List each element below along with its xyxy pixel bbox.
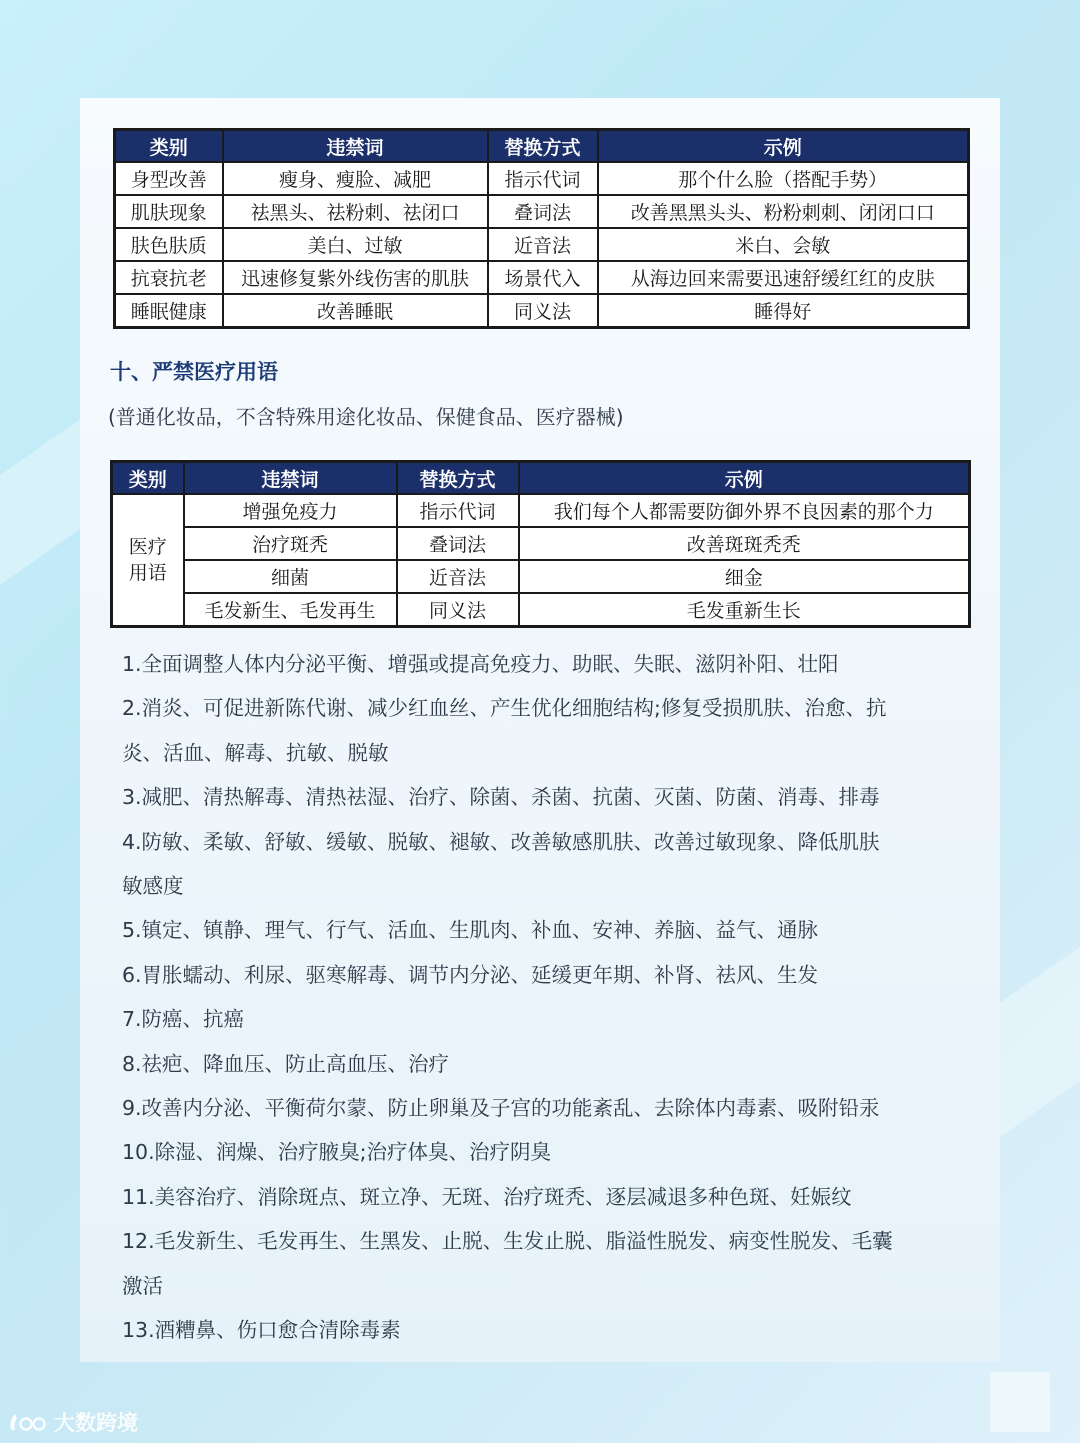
cell-replacement-method: 指示代词 (488, 162, 598, 195)
table-header-row (112, 462, 970, 495)
cell-banned-words: 治疗斑秃 (184, 527, 397, 560)
cell-example: 我们每个人都需要防御外界不良因素的那个力 (519, 494, 970, 527)
cell-example: 细金 (519, 560, 970, 593)
cell-category: 肤色肤质 (115, 228, 223, 261)
list-item: 激活 (122, 1273, 163, 1298)
watermark (8, 1407, 138, 1437)
cell-replacement-method: 同义法 (488, 294, 598, 328)
replacement-table (113, 128, 970, 329)
table-row (112, 494, 970, 527)
header-banned-words: 违禁词 (223, 130, 488, 163)
cell-banned-words: 瘦身、瘦脸、减肥 (223, 162, 488, 195)
list-item: 炎、活血、解毒、抗敏、脱敏 (122, 740, 389, 765)
medical-terms-table (110, 460, 971, 628)
cell-replacement-method: 叠词法 (488, 195, 598, 228)
cell-category: 身型改善 (115, 162, 223, 195)
watermark-text: 大数跨境 (54, 1411, 138, 1435)
table-header-row (115, 130, 969, 163)
cell-banned-words: 改善睡眠 (223, 294, 488, 328)
list-item: 11.美容治疗、消除斑点、斑立净、无斑、治疗斑秃、逐层减退多种色斑、妊娠纹 (122, 1184, 852, 1209)
category-line-2: 用语 (128, 562, 167, 584)
list-item: 12.毛发新生、毛发再生、生黑发、止脱、生发止脱、脂溢性脱发、病变性脱发、毛囊 (122, 1229, 893, 1254)
table-row (112, 560, 970, 593)
list-item: 敏感度 (122, 874, 184, 899)
cell-banned-words: 祛黑头、祛粉刺、祛闭口 (223, 195, 488, 228)
list-item: 13.酒糟鼻、伤口愈合清除毒素 (122, 1318, 401, 1343)
table-row (115, 228, 969, 261)
cell-banned-words: 增强免疫力 (184, 494, 397, 527)
list-item: 5.镇定、镇静、理气、行气、活血、生肌肉、补血、安神、养脑、益气、通脉 (122, 918, 819, 943)
list-item: 4.防敏、柔敏、舒敏、缓敏、脱敏、褪敏、改善敏感肌肤、改善过敏现象、降低肌肤 (122, 829, 880, 854)
cell-example: 改善斑斑秃秃 (519, 527, 970, 560)
section-scope-note: (普通化妆品，不含特殊用途化妆品、保健食品、医疗器械) (108, 405, 624, 429)
cell-replacement-method: 场景代入 (488, 261, 598, 294)
cell-example: 那个什么脸（搭配手势） (598, 162, 969, 195)
cell-example: 从海边回来需要迅速舒缓红红的皮肤 (598, 261, 969, 294)
cell-replacement-method: 叠词法 (397, 527, 519, 560)
cell-example: 睡得好 (598, 294, 969, 328)
cell-category: 睡眠健康 (115, 294, 223, 328)
list-item: 7.防癌、抗癌 (122, 1007, 245, 1032)
header-replacement-method: 替换方式 (488, 130, 598, 163)
table-row (115, 162, 969, 195)
section-heading: 十、严禁医疗用语 (110, 360, 278, 384)
cell-category: 肌肤现象 (115, 195, 223, 228)
header-category: 类别 (112, 462, 184, 495)
list-item: 10.除湿、润燥、治疗腋臭;治疗体臭、治疗阴臭 (122, 1140, 552, 1165)
header-banned-words: 违禁词 (184, 462, 397, 495)
cell-banned-words: 细菌 (184, 560, 397, 593)
corner-panel (990, 1372, 1050, 1432)
cell-example: 毛发重新生长 (519, 593, 970, 627)
table-row (112, 593, 970, 627)
xiaohongshu-logo-icon (8, 1410, 48, 1434)
table-row (115, 195, 969, 228)
cell-banned-words: 迅速修复紫外线伤害的肌肤 (223, 261, 488, 294)
cell-replacement-method: 同义法 (397, 593, 519, 627)
header-example: 示例 (519, 462, 970, 495)
cell-category: 抗衰抗老 (115, 261, 223, 294)
cell-replacement-method: 指示代词 (397, 494, 519, 527)
table-row (115, 294, 969, 328)
table-row (115, 261, 969, 294)
cell-category-merged (112, 494, 184, 627)
cell-replacement-method: 近音法 (488, 228, 598, 261)
content-card (80, 98, 1000, 1362)
category-line-1: 医疗 (128, 536, 167, 558)
list-item: 6.胃胀蠕动、利尿、驱寒解毒、调节内分泌、延缓更年期、补肾、祛风、生发 (122, 962, 819, 987)
list-item: 2.消炎、可促进新陈代谢、减少红血丝、产生优化细胞结构;修复受损肌肤、治愈、抗 (122, 696, 887, 721)
banned-terms-list (122, 642, 982, 1353)
table-row (112, 527, 970, 560)
list-item: 3.减肥、清热解毒、清热祛湿、治疗、除菌、杀菌、抗菌、灭菌、防菌、消毒、排毒 (122, 785, 880, 810)
list-item: 8.祛疤、降血压、防止高血压、治疗 (122, 1051, 450, 1076)
header-replacement-method: 替换方式 (397, 462, 519, 495)
cell-replacement-method: 近音法 (397, 560, 519, 593)
cell-example: 改善黑黑头头、粉粉刺刺、闭闭口口 (598, 195, 969, 228)
cell-example: 米白、会敏 (598, 228, 969, 261)
header-category: 类别 (115, 130, 223, 163)
cell-banned-words: 美白、过敏 (223, 228, 488, 261)
list-item: 9.改善内分泌、平衡荷尔蒙、防止卵巢及子宫的功能紊乱、去除体内毒素、吸附铅汞 (122, 1096, 880, 1121)
list-item: 1.全面调整人体内分泌平衡、增强或提高免疫力、助眠、失眠、滋阴补阳、壮阳 (122, 652, 839, 676)
header-example: 示例 (598, 130, 969, 163)
cell-banned-words: 毛发新生、毛发再生 (184, 593, 397, 627)
